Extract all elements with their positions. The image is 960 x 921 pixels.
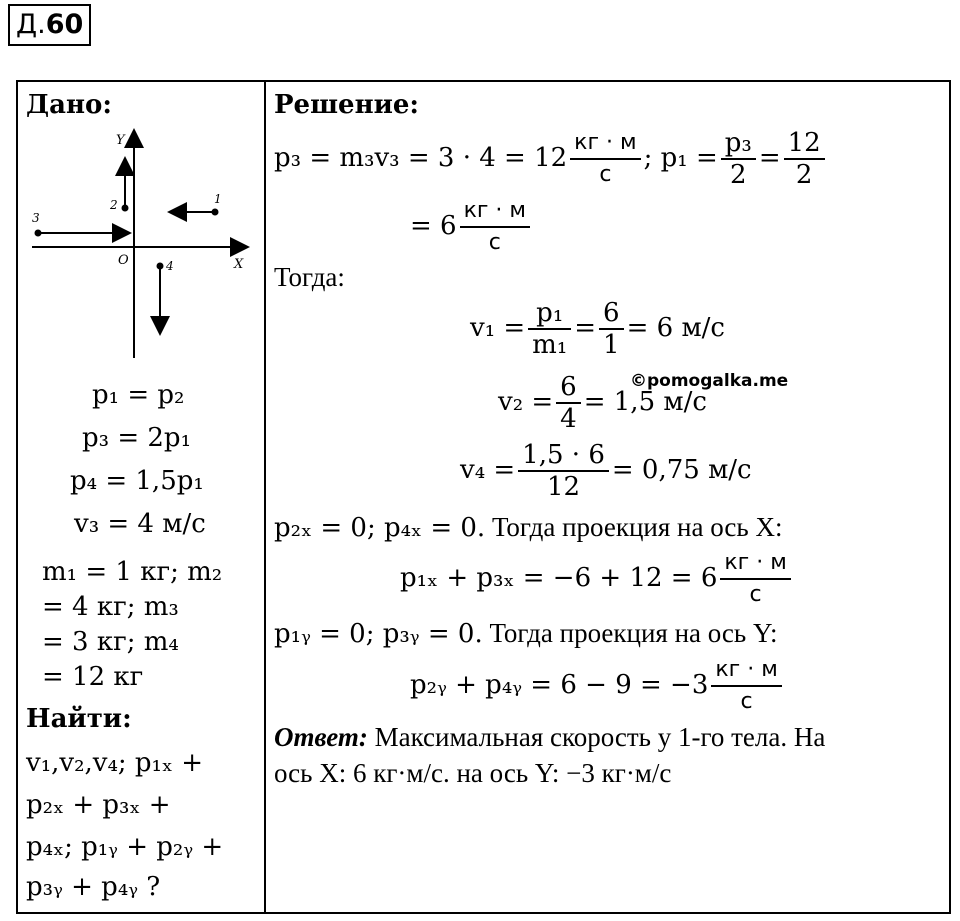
given-relation: p₃ = 2p₁: [82, 423, 191, 453]
solution-heading: Решение:: [274, 90, 420, 120]
body-4-label: 4: [166, 259, 174, 273]
body-2-label: 2: [110, 198, 118, 212]
vector-diagram: [28, 126, 258, 364]
v4-line: v₄ = $\frac{1,5 \cdot 6}{12}$ = 0,75 м/с: [460, 440, 752, 502]
py-conditions: p₁ᵧ = 0; p₃ᵧ = 0. Тогда проекция на ось Y:: [274, 618, 778, 649]
find-line: v₁,v₂,v₄; p₁ₓ +: [26, 748, 204, 778]
given-masses: = 4 кг; m₃: [42, 592, 179, 622]
body-1-label: 1: [214, 192, 222, 206]
answer-label: Ответ:: [274, 722, 368, 752]
given-masses: = 12 кг: [42, 662, 144, 692]
given-masses: m₁ = 1 кг; m₂: [42, 557, 223, 587]
momentum-p1-result: = 6 $\frac{кг \cdot м}{с}$: [410, 196, 533, 258]
given-masses: = 3 кг; m₄: [42, 627, 179, 657]
given-relation: v₃ = 4 м/с: [74, 509, 206, 539]
given-relation: p₁ = p₂: [92, 380, 185, 410]
find-line: p₄ₓ; p₁ᵧ + p₂ᵧ +: [26, 832, 224, 862]
watermark: ©pomogalka.me: [630, 371, 789, 391]
py-sum-line: p₂ᵧ + p₄ᵧ = 6 − 9 = −3 $\frac{кг \cdot м}{с}$: [410, 655, 785, 717]
v1-line: v₁ = $\frac{\text{p₁}}{\text{m₁}}$ = $\frac{6}{1}$ = 6 м/с: [470, 298, 725, 360]
momentum-p3-line: p₃ = m₃v₃ = 3 · 4 = 12 $\frac{кг \cdot м}{с}$ ; p₁ = $\frac{\text{p₃}}{2}$ = $\frac{12}{2}$: [274, 128, 828, 190]
column-divider: [264, 80, 266, 914]
find-line: p₂ₓ + p₃ₓ +: [26, 790, 171, 820]
given-relation: p₄ = 1,5p₁: [70, 466, 204, 496]
problem-number: 60: [45, 9, 84, 40]
body-3-label: 3: [32, 211, 40, 225]
then-label: Тогда:: [274, 262, 345, 292]
given-heading: Дано:: [26, 90, 112, 120]
problem-label: [8, 4, 91, 46]
y-axis-label: Y: [116, 133, 125, 148]
origin-label: O: [118, 253, 129, 268]
x-axis-label: X: [234, 257, 244, 272]
px-conditions: p₂ₓ = 0; p₄ₓ = 0. Тогда проекция на ось X:: [274, 512, 783, 543]
find-line: p₃ᵧ + p₄ᵧ ?: [26, 872, 161, 902]
v2-line: v₂ = $\frac{6}{4}$ = 1,5 м/с: [498, 372, 707, 434]
answer-line-2: ось X: 6 кг·м/с. на ось Y: −3 кг·м/с: [274, 758, 672, 788]
answer-line-1: Ответ: Максимальная скорость у 1-го тела. На: [274, 722, 826, 752]
problem-prefix: Д.: [16, 9, 46, 40]
px-sum-line: p₁ₓ + p₃ₓ = −6 + 12 = 6 $\frac{кг \cdot м}{с}$: [400, 548, 794, 610]
find-heading: Найти:: [26, 704, 132, 734]
